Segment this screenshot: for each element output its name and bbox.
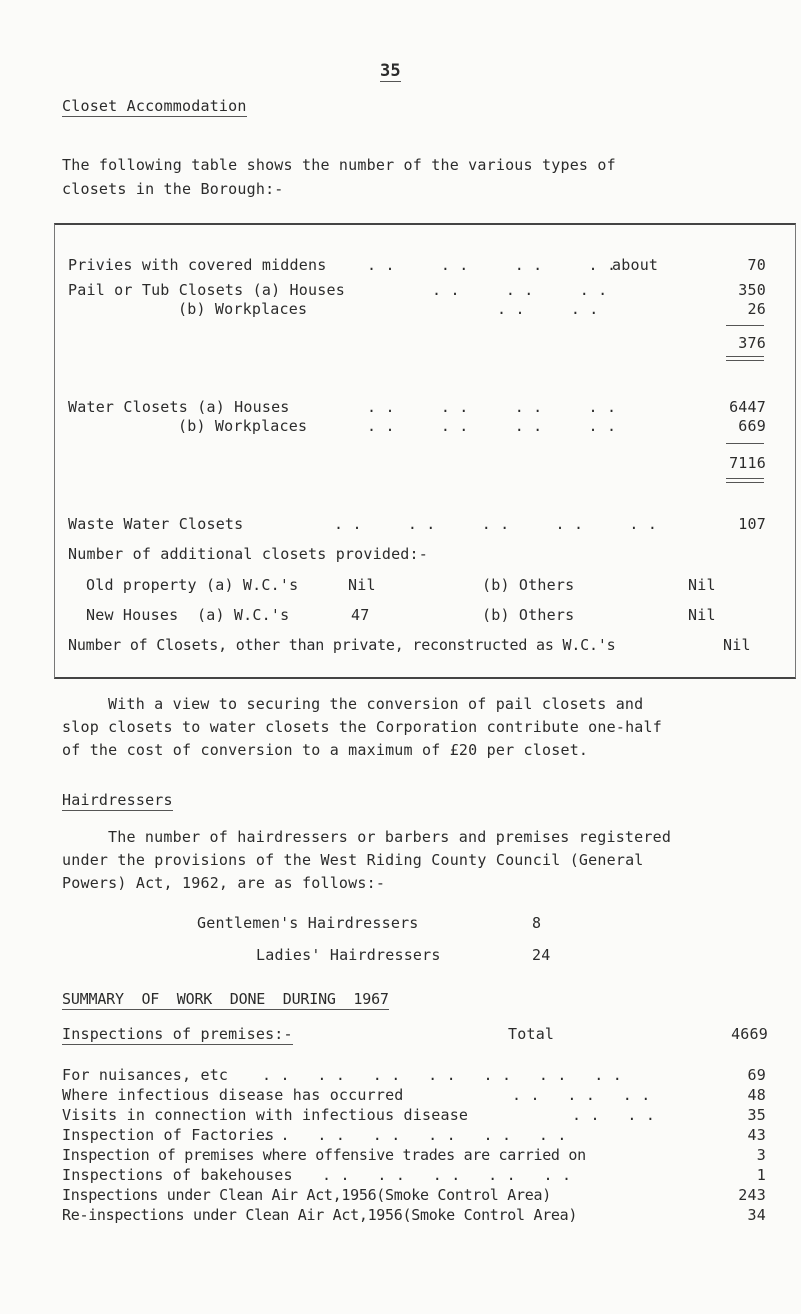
privies-label: Privies with covered middens (68, 256, 327, 274)
summary-item-label: Inspection of Factories (62, 1126, 275, 1144)
summary-item-label: Inspections under Clean Air Act,1956(Smoke Control Area) (62, 1186, 551, 1204)
new-a-value: 47 (351, 606, 370, 624)
new-a-sub: (a) W.C.'s (197, 606, 290, 624)
summary-item-label: Inspections of bakehouses (62, 1166, 293, 1184)
summary-item-label: Re-inspections under Clean Air Act,1956(Smoke Control Area) (62, 1206, 578, 1224)
summary-item-label: Where infectious disease has occurred (62, 1086, 404, 1104)
water-b-value: 669 (738, 417, 766, 435)
waste-value: 107 (738, 515, 766, 533)
privies-value: 70 (747, 256, 766, 274)
closet-intro-line2: closets in the Borough:- (62, 180, 284, 198)
water-a-label: Water Closets (a) Houses (68, 398, 290, 416)
summary-item-dots: . . . . . . (512, 1086, 651, 1104)
summary-item-value: 3 (756, 1146, 766, 1164)
hairdressers-line3: Powers) Act, 1962, are as follows:- (62, 874, 386, 892)
summary-item-value: 243 (738, 1186, 766, 1204)
summary-item-value: 35 (747, 1106, 766, 1124)
summary-item-dots: . . . . . . . . . . (322, 1166, 572, 1184)
total-value: 4669 (731, 1025, 768, 1043)
old-b-label: (b) Others (482, 576, 575, 594)
water-subtotal-rule (726, 443, 764, 444)
summary-item-label: Inspection of premises where offensive trades are carried on (62, 1146, 586, 1164)
summary-item-value: 43 (747, 1126, 766, 1144)
conversion-line1: With a view to securing the conversion of pail closets and (108, 695, 644, 713)
old-a-value: Nil (348, 576, 376, 594)
water-a-dots: . . . . . . . . (367, 398, 617, 416)
summary-item-value: 34 (747, 1206, 766, 1224)
pail-subtotal-rule (726, 325, 764, 326)
water-total: 7116 (729, 454, 766, 472)
summary-item-dots: . . . . . . . . . . . . (262, 1126, 567, 1144)
waste-label: Waste Water Closets (68, 515, 244, 533)
waste-dots: . . . . . . . . . . (334, 515, 658, 533)
summary-item-dots: . . . . (572, 1106, 656, 1124)
hairdressers-line2: under the provisions of the West Riding County Council (General (62, 851, 644, 869)
closet-heading: Closet Accommodation (62, 97, 247, 115)
pail-a-value: 350 (738, 281, 766, 299)
total-label: Total (508, 1025, 555, 1043)
summary-item-value: 69 (747, 1066, 766, 1084)
water-b-label: (b) Workplaces (178, 417, 308, 435)
summary-item-value: 1 (756, 1166, 766, 1184)
summary-heading: SUMMARY OF WORK DONE DURING 1967 (62, 990, 389, 1008)
new-b-label: (b) Others (482, 606, 575, 624)
closet-intro-line1: The following table shows the number of the various types of (62, 156, 616, 174)
reconstructed-label: Number of Closets, other than private, reconstructed as W.C.'s (68, 636, 616, 654)
pail-b-label: (b) Workplaces (178, 300, 308, 318)
page-number: 35 (380, 61, 401, 81)
water-total-rule (726, 478, 764, 483)
conversion-line2: slop closets to water closets the Corporation contribute one-half (62, 718, 662, 736)
conversion-line3: of the cost of conversion to a maximum of £20 per closet. (62, 741, 589, 759)
inspections-label: Inspections of premises:- (62, 1025, 293, 1043)
reconstructed-value: Nil (723, 636, 751, 654)
new-a-label: New Houses (86, 606, 179, 624)
additional-label: Number of additional closets provided:- (68, 545, 428, 563)
summary-item-label: For nuisances, etc (62, 1066, 229, 1084)
old-a-label: Old property (a) W.C.'s (86, 576, 299, 594)
pail-b-value: 26 (747, 300, 766, 318)
pail-b-dots: . . . . (497, 300, 599, 318)
gents-label: Gentlemen's Hairdressers (197, 914, 419, 932)
hairdressers-heading: Hairdressers (62, 791, 173, 809)
hairdressers-line1: The number of hairdressers or barbers and premises registered (108, 828, 672, 846)
privies-about: about (612, 256, 659, 274)
old-b-value: Nil (688, 576, 716, 594)
summary-item-dots: . . . . . . . . . . . . . . (262, 1066, 622, 1084)
pail-a-label: Pail or Tub Closets (a) Houses (68, 281, 345, 299)
new-b-value: Nil (688, 606, 716, 624)
water-b-dots: . . . . . . . . (367, 417, 617, 435)
pail-total-rule (726, 356, 764, 361)
pail-total: 376 (738, 334, 766, 352)
summary-item-value: 48 (747, 1086, 766, 1104)
summary-item-label: Visits in connection with infectious disease (62, 1106, 469, 1124)
privies-dots: . . . . . . . . (367, 256, 617, 274)
gents-value: 8 (532, 914, 542, 932)
pail-a-dots: . . . . . . (432, 281, 608, 299)
ladies-label: Ladies' Hairdressers (256, 946, 441, 964)
water-a-value: 6447 (729, 398, 766, 416)
ladies-value: 24 (532, 946, 551, 964)
